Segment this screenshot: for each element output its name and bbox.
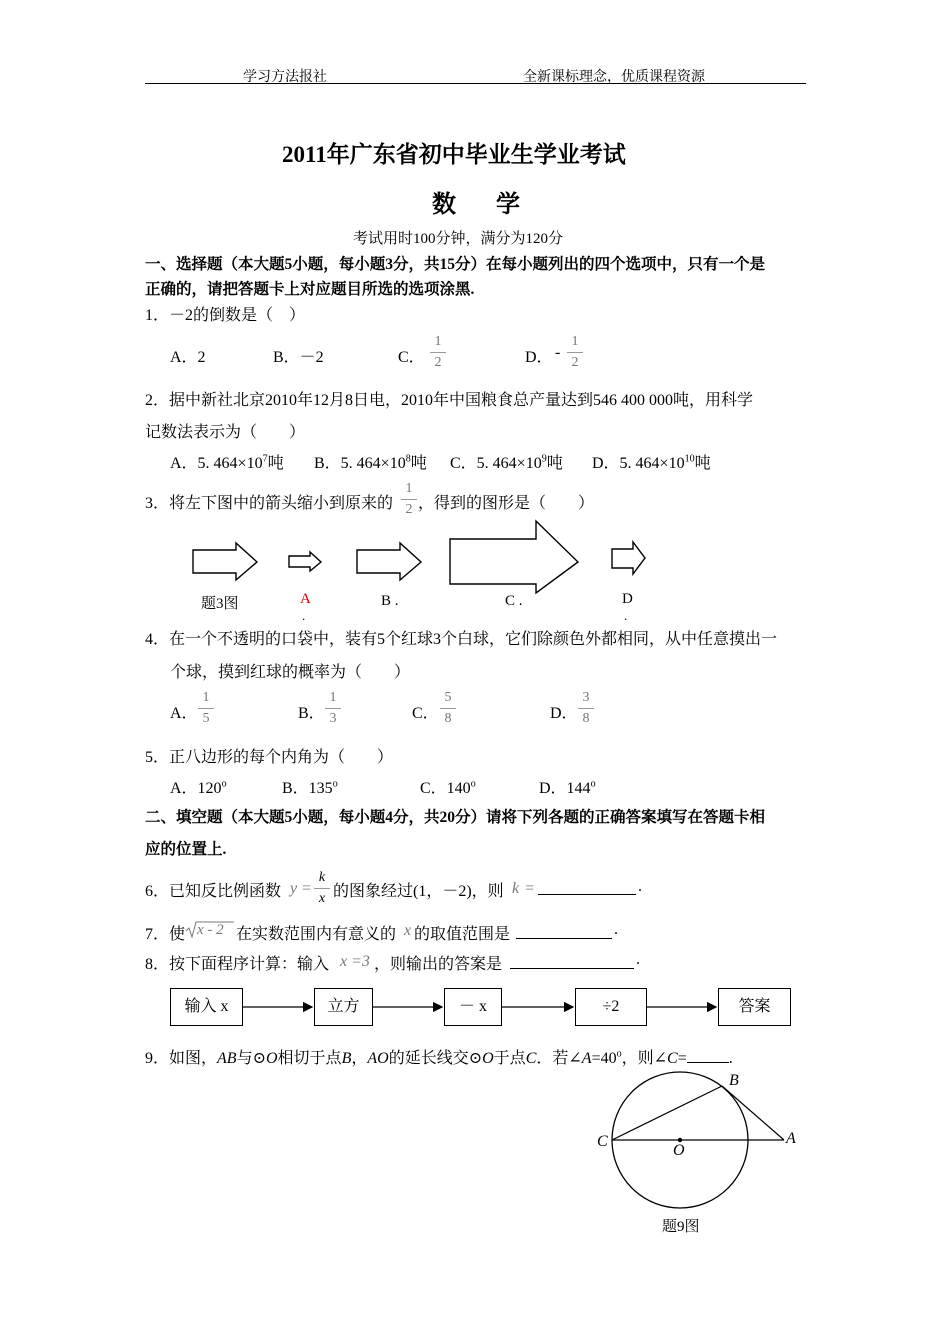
q8-input: x =3 bbox=[340, 953, 370, 970]
q6-middle: 的图象经过(1，－2)，则 bbox=[333, 883, 504, 900]
numerator: 1 bbox=[434, 334, 442, 349]
line-ab bbox=[722, 1086, 784, 1140]
q9-text: =40 bbox=[591, 1050, 617, 1067]
option-text: C．5. 464×10 bbox=[450, 455, 542, 472]
option-text: B．5. 464×10 bbox=[314, 455, 406, 472]
option-text: C．140 bbox=[420, 780, 471, 797]
q7-suffix: 的取值范围是 bbox=[414, 926, 511, 943]
section2-heading-line2: 应的位置上. bbox=[145, 841, 227, 858]
q1-option-d-sign: - bbox=[555, 344, 561, 361]
q6-equals-2: = bbox=[525, 880, 535, 897]
numerator: 1 bbox=[202, 690, 210, 705]
q9-var: O bbox=[265, 1050, 278, 1067]
q4-stem-line1: 4．在一个不透明的口袋中，装有5个红球3个白球，它们除颜色外都相同，从中任意摸出一 bbox=[145, 631, 778, 648]
q3-option-d-dot: . bbox=[624, 608, 628, 623]
degree: o bbox=[470, 778, 476, 790]
section1-heading-line2: 正确的，请把答题卡上对应题目所选的选项涂黑. bbox=[145, 281, 475, 298]
q9-var: B bbox=[341, 1050, 352, 1067]
numerator: k bbox=[318, 870, 326, 885]
numerator: 3 bbox=[582, 690, 590, 705]
q1-option-d: D． bbox=[525, 349, 553, 366]
unit: 吨 bbox=[546, 455, 563, 472]
q7-middle: 在实数范围内有意义的 bbox=[236, 926, 397, 943]
q9-end: . bbox=[728, 1050, 733, 1067]
q3-stem-a: 3．将左下图中的箭头缩小到原来的 bbox=[145, 495, 394, 512]
q4-option-a: A． bbox=[170, 705, 198, 722]
degree: o bbox=[332, 778, 338, 790]
option-text: A．120 bbox=[170, 780, 222, 797]
q9-text: ，则∠ bbox=[621, 1050, 668, 1067]
q3-option-d-label: D bbox=[622, 591, 633, 607]
numerator: 1 bbox=[329, 690, 337, 705]
q6-prefix: 6．已知反比例函数 bbox=[145, 883, 282, 900]
header-left: 学习方法报社 bbox=[243, 70, 327, 85]
q5-stem: 5．正八边形的每个内角为（ ） bbox=[145, 749, 394, 766]
degree: o bbox=[616, 1048, 622, 1060]
flow-box-input: 输入 x bbox=[170, 988, 243, 1026]
flow-box-divide-2: ÷2 bbox=[575, 988, 647, 1026]
q4-option-d: D． bbox=[550, 705, 578, 722]
exam-subject: 数学 bbox=[432, 192, 560, 218]
exam-title: 2011年广东省初中毕业生学业考试 bbox=[282, 142, 626, 167]
numerator: 1 bbox=[571, 334, 579, 349]
q6-end: . bbox=[638, 878, 642, 895]
q7-end: . bbox=[614, 921, 618, 938]
denominator: 8 bbox=[444, 711, 452, 726]
q2-stem-line1: 2．据中新社北京2010年12月8日电，2010年中国粮食总产量达到546 400 000吨，用科学 bbox=[145, 392, 754, 409]
q7-var: x bbox=[404, 922, 412, 939]
q8-prefix: 8．按下面程序计算：输入 bbox=[145, 956, 330, 973]
q9-figure-label: 题9图 bbox=[662, 1219, 700, 1235]
denominator: 8 bbox=[582, 711, 590, 726]
q6-equals: = bbox=[302, 880, 312, 897]
q9-var: C bbox=[525, 1050, 537, 1067]
exponent: 8 bbox=[405, 453, 411, 465]
option-text: D．5. 464×10 bbox=[592, 455, 685, 472]
q8-suffix: ，则输出的答案是 bbox=[374, 956, 503, 973]
denominator: 3 bbox=[329, 711, 337, 726]
q6-y: y bbox=[290, 880, 298, 897]
header-right: 全新课标理念，优质课程资源 bbox=[523, 70, 705, 85]
q3-option-c-label: C . bbox=[505, 593, 523, 609]
q7-prefix: 7．使 bbox=[145, 926, 186, 943]
q3-option-a-dot: . bbox=[302, 608, 306, 623]
q3-option-b-label: B . bbox=[381, 593, 399, 609]
exponent: 9 bbox=[541, 453, 547, 465]
option-text: B．135 bbox=[282, 780, 333, 797]
unit: 吨 bbox=[410, 455, 427, 472]
numerator: 5 bbox=[444, 690, 452, 705]
q9-text: = bbox=[677, 1050, 687, 1067]
q9-var: O bbox=[482, 1050, 494, 1067]
flow-box-minus-x: － x bbox=[444, 988, 502, 1026]
denominator: x bbox=[318, 891, 326, 906]
q1-option-b: B．－2 bbox=[273, 349, 324, 366]
denominator: 5 bbox=[202, 711, 210, 726]
q1-option-a: A．2 bbox=[170, 349, 206, 366]
q4-stem-line2: 个球，摸到红球的概率为（ ） bbox=[170, 664, 411, 681]
q4-option-b: B． bbox=[298, 705, 325, 722]
q6-k: k bbox=[512, 880, 520, 897]
q3-option-a-label: A bbox=[300, 591, 311, 607]
line-cb bbox=[612, 1086, 722, 1140]
q1-option-c: C． bbox=[398, 349, 425, 366]
q9-point-c: C bbox=[597, 1133, 608, 1150]
degree: o bbox=[221, 778, 227, 790]
denominator: 2 bbox=[405, 502, 413, 517]
unit: 吨 bbox=[694, 455, 711, 472]
option-text: D．144 bbox=[539, 780, 591, 797]
q9-var: A bbox=[581, 1050, 592, 1067]
degree: o bbox=[590, 778, 596, 790]
numerator: 1 bbox=[405, 481, 413, 496]
q9-var: C bbox=[667, 1050, 678, 1067]
section1-heading-line1: 一、选择题（本大题5小题，每小题3分，共15分）在每小题列出的四个选项中，只有一个是 bbox=[145, 256, 766, 273]
flow-box-cube: 立方 bbox=[314, 988, 373, 1026]
q9-point-a: A bbox=[786, 1130, 796, 1147]
section2-heading-line1: 二、填空题（本大题5小题，每小题4分，共20分）请将下列各题的正确答案填写在答题卡相 bbox=[145, 809, 766, 826]
unit: 吨 bbox=[267, 455, 284, 472]
q9-text: 于点 bbox=[493, 1050, 526, 1067]
exponent: 10 bbox=[684, 453, 695, 465]
q9-point-b: B bbox=[729, 1072, 739, 1089]
q4-option-c: C． bbox=[412, 705, 439, 722]
q9-var: AB bbox=[217, 1050, 237, 1067]
denominator: 2 bbox=[571, 355, 579, 370]
denominator: 2 bbox=[434, 355, 442, 370]
q9-text: 9．如图， bbox=[145, 1050, 218, 1067]
q9-var: AO bbox=[367, 1050, 389, 1067]
q9-text: 的延长线交⊙ bbox=[388, 1050, 483, 1067]
q1-stem: 1．－2的倒数是（ ） bbox=[145, 307, 306, 324]
option-text: A．5. 464×10 bbox=[170, 455, 263, 472]
q9-point-o: O bbox=[673, 1142, 685, 1159]
flow-box-answer: 答案 bbox=[718, 988, 791, 1026]
q9-text: 相切于点 bbox=[277, 1050, 342, 1067]
q2-stem-line2: 记数法表示为（ ） bbox=[145, 424, 306, 441]
q9-text: ．若∠ bbox=[536, 1050, 582, 1067]
exam-info: 考试用时100分钟，满分为120分 bbox=[353, 231, 564, 247]
q7-radicand: x - 2 bbox=[197, 922, 224, 938]
q8-end: . bbox=[636, 951, 640, 968]
q9-text: 与⊙ bbox=[236, 1050, 266, 1067]
q3-stem-b: ，得到的图形是（ ） bbox=[418, 495, 595, 512]
q9-text: ， bbox=[351, 1050, 368, 1067]
exponent: 7 bbox=[262, 453, 268, 465]
q3-figure-label: 题3图 bbox=[201, 596, 239, 612]
